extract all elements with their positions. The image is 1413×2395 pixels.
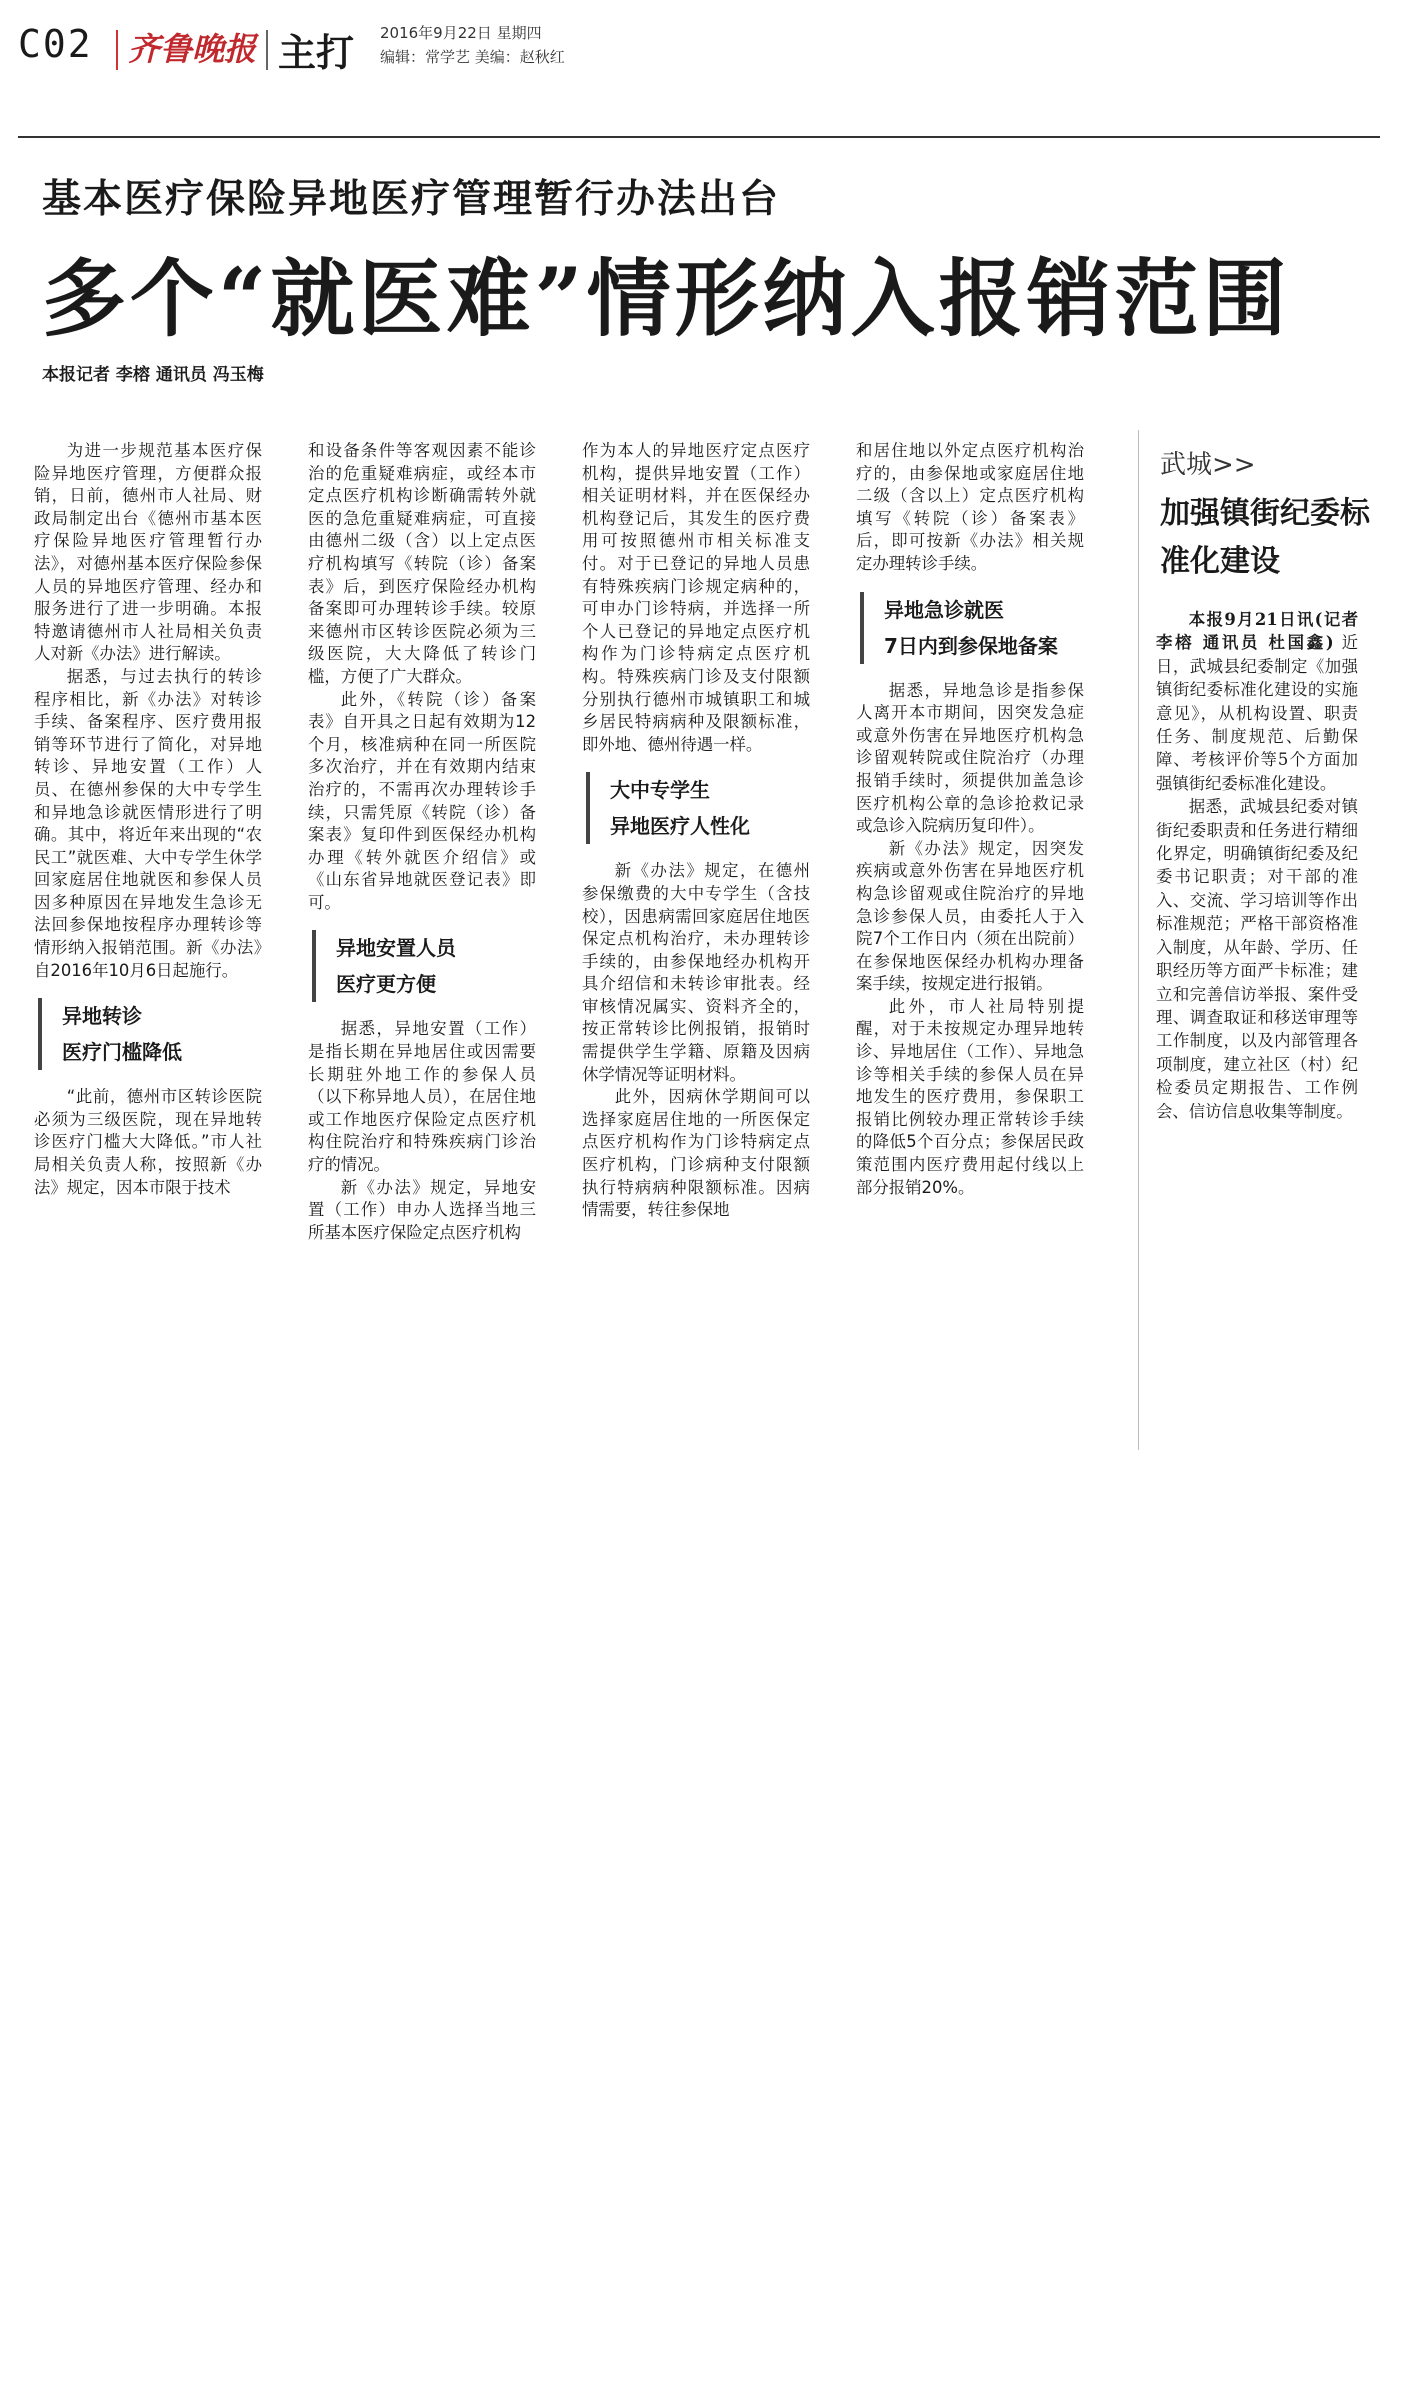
article-column-3 [582,440,810,1222]
section-subheading [38,998,262,1070]
paragraph: “此前，德州市区转诊医院必须为三级医院，现在异地转诊医疗门槛大大降低。”市人社局相关负责人称，按照新《办法》规定，因本市限于技术 [34,1087,262,1197]
paragraph: 和居住地以外定点医疗机构治疗的，由参保地或家庭居住地二级（含以上）定点医疗机构填写《转院（诊）备案表》后，即可按新《办法》相关规定办理转诊手续。 [856,441,1084,573]
article-subheadline: 基本医疗保险异地医疗管理暂行办法出台 [42,177,781,222]
paragraph [1156,608,1358,795]
sidebar-headline: 加强镇街纪委标准化建设 [1160,496,1370,579]
page-header [18,18,1378,98]
sidebar-article [1156,608,1358,1123]
paragraph: 新《办法》规定，因突发疾病或意外伤害在异地医疗机构急诊留观或住院治疗的异地急诊参保人员，由委托人于入院7个工作日内（须在出院前）在参保地医保经办机构办理备案手续，按规定进行报销。 [856,838,1084,994]
paragraph: 为进一步规范基本医疗保险异地医疗管理，方便群众报销，日前，德州市人社局、财政局制定出台《德州市基本医疗保险异地医疗管理暂行办法》，对德州基本医疗保险参保人员的异地医疗管理、经办和服务进行了进一步明确。本报特邀请德州市人社局相关负责人对新《办法》进行解读。 [34,441,262,664]
section-subheading [586,772,810,844]
header-divider [116,30,118,70]
paragraph: 此外，《转院（诊）备案表》自开具之日起有效期为12个月，核准病种在同一所医院多次治疗，并在有效期内结束治疗的，不需再次办理转诊手续，只需凭原《转院（诊）备案表》复印件到医保经办机构办理《转外就医介绍信》或《山东省异地就医登记表》即可。 [308,689,536,912]
paragraph: 和设备条件等客观因素不能诊治的危重疑难病症，或经本市定点医疗机构诊断确需转外就医的急危重疑难病症，可直接由德州二级（含）以上定点医疗机构填写《转院（诊）备案表》后，到医疗保险经办机构备案即可办理转诊手续。较原来德州市区转诊医院必须为三级医院，大大降低了转诊门槛，方便了广大群众。 [308,441,536,686]
article-column-2 [308,440,536,1244]
paragraph: 此外，市人社局特别提醒，对于未按规定办理异地转诊、异地居住（工作）、异地急诊等相关手续的参保人员在异地发生的医疗费用，参保职工报销比例较办理正常转诊手续的降低5个百分点；参保居民政策范围内医疗费用起付线以上部分报销20%。 [856,996,1084,1197]
subheading-line: 异地医疗人性化 [610,814,750,839]
header-rule [18,136,1380,138]
subheading-line: 医疗门槛降低 [62,1040,182,1065]
paragraph: 此外，因病休学期间可以选择家庭居住地的一所医保定点医疗机构作为门诊特病定点医疗机构，门诊病种支付限额执行特病病种限额标准。因病情需要，转往参保地 [582,1087,810,1220]
subheading-line: 7日内到参保地备案 [884,633,1058,658]
paragraph: 新《办法》规定，在德州参保缴费的大中专学生（含技校），因患病需回家庭居住地医保定点机构治疗，未办理转诊手续的，由参保地经办机构开具介绍信和未转诊审批表。经审核情况属实、资料齐全的，按正常转诊比例报销，报销时需提供学生学籍、原籍及因病休学情况等证明材料。 [582,861,810,1084]
article-headline: 多个“就医难”情形纳入报销范围 [42,249,1291,348]
paragraph: 新《办法》规定，异地安置（工作）申办人选择当地三所基本医疗保险定点医疗机构 [308,1177,536,1242]
paragraph: 据悉，与过去执行的转诊程序相比，新《办法》对转诊手续、备案程序、医疗费用报销等环节进行了简化，对异地转诊、异地安置（工作）人员、在德州参保的大中专学生和异地急诊就医情形进行了明确。其中，将近年来出现的“农民工”就医难、大中专学生休学回家庭居住地就医和参保人员因多种原因在异地发生急诊无法回参保地按程序办理转诊等情形纳入报销范围。新《办法》自2016年10月6日起施行。 [34,666,262,980]
sidebar-divider [1138,430,1139,1450]
article-column-4 [856,440,1084,1199]
publish-date: 2016年9月22日 星期四 [380,24,542,42]
paragraph: 据悉，异地安置（工作）是指长期在异地居住或因需要长期驻外地工作的参保人员（以下称异地人员），在居住地或工作地医疗保险定点医疗机构住院治疗和特殊疾病门诊治疗的情况。 [308,1019,536,1175]
subheading-line: 异地急诊就医 [884,597,1004,622]
paragraph: 据悉，异地急诊是指参保人离开本市期间，因突发急症或意外伤害在异地医疗机构急诊留观转院或住院治疗（办理报销手续时，须提供加盖急诊医疗机构公章的急诊抢救记录或急诊入院病历复印件）。 [856,680,1084,836]
section-subheading [312,930,536,1002]
section-name: 主打 [278,31,355,75]
subheading-line: 大中专学生 [610,778,710,803]
paragraph: 作为本人的异地医疗定点医疗机构，提供异地安置（工作）相关证明材料，并在医保经办机构登记后，其发生的医疗费用可按照德州市相关标准支付。对于已登记的异地人员患有特殊疾病门诊规定病种的，可申办门诊特病，并选择一所个人已登记的异地定点医疗机构作为门诊特病定点医疗机构。特殊疾病门诊及支付限额分别执行德州市城镇职工和城乡居民特病病种及限额标准，即外地、德州待遇一样。 [582,441,810,754]
paragraph: 据悉，武城县纪委对镇街纪委职责和任务进行精细化界定，明确镇街纪委及纪委书记职责；对干部的准入、交流、学习培训等作出标准规范；严格干部资格准入制度，从年龄、学历、任职经历等方面严卡标准；建立和完善信访举报、案件受理、调查取证和移送审理等工作制度，以及内部管理各项制度，建立社区（村）纪检委员定期报告、工作例会、信访信息收集等制度。 [1156,797,1358,1121]
section-subheading [860,592,1084,664]
newspaper-logo: 齐鲁晚报 [128,30,257,68]
subheading-line: 医疗更方便 [336,972,436,997]
paragraph-text: 近日，武城县纪委制定《加强镇街纪委标准化建设的实施意见》，从机构设置、职责任务、制度规范、后勤保障、考核评价等5个方面加强镇街纪委标准化建设。 [1156,633,1358,793]
header-divider [266,30,268,70]
subheading-line: 异地转诊 [62,1004,142,1029]
editor-credits: 编辑：常学艺 美编：赵秋红 [380,48,565,66]
article-column-1 [34,440,262,1199]
dateline: 本报9月21日讯(记者 李榕 通讯员 杜国鑫) [1156,610,1358,653]
article-byline: 本报记者 李榕 通讯员 冯玉梅 [42,365,264,385]
page-number: C02 [18,22,93,66]
subheading-line: 异地安置人员 [336,936,456,961]
sidebar-tag: 武城>> [1160,450,1256,480]
